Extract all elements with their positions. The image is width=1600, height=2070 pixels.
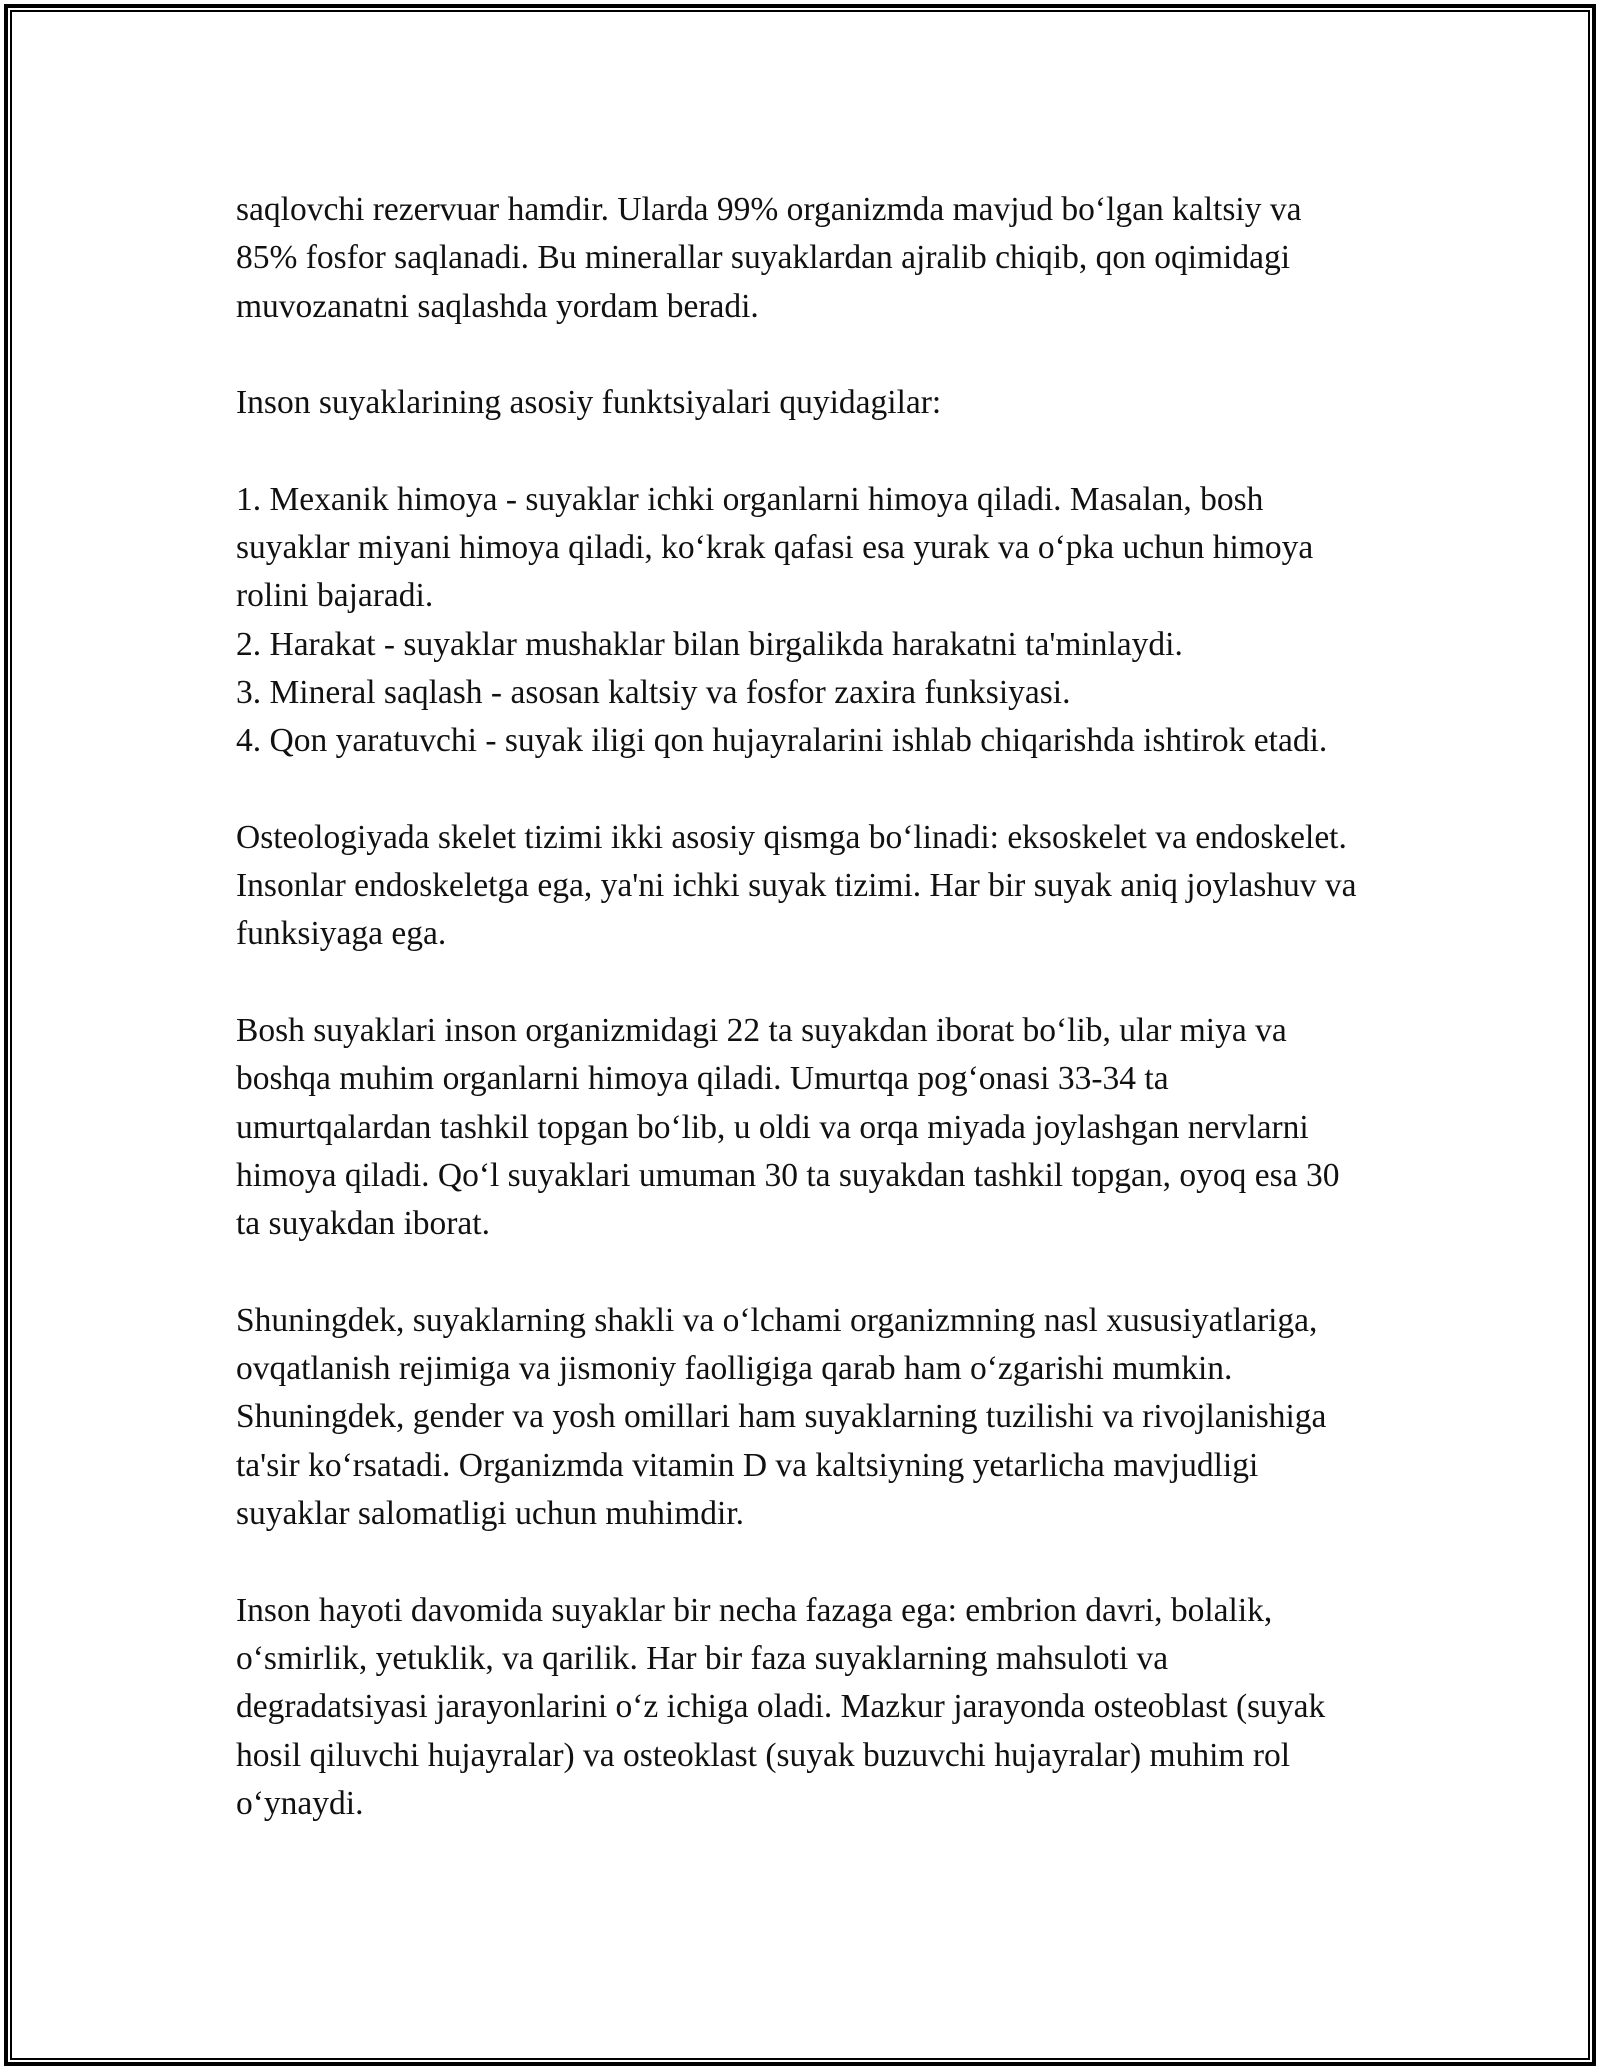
list-item-movement: 2. Harakat - suyaklar mushaklar bilan birgalikda harakatni ta'minlaydi. <box>236 625 1183 663</box>
paragraph-minerals: saqlovchi rezervuar hamdir. Ularda 99% organizmda mavjud bo‘lgan kaltsiy va 85% fosfor saqlanadi. Bu minerallar suyaklardan ajralib chiqib, qon oqimidagi muvozanatni saqlashda yordam beradi. <box>236 191 1302 325</box>
paragraph-bone-shape-factors: Shuningdek, suyaklarning shakli va o‘lchami organizmning nasl xususiyatlariga, ovqatlanish rejimiga va jismoniy faolligiga qarab ham o‘zgarishi mumkin. Shuningdek, gender va yosh omillari ham suyaklarning tuzilishi va rivojlanishiga ta'sir ko‘rsatadi. Organizmda vitamin D va kaltsiyning yetarlicha mavjudligi suyaklar salomatligi uchun muhimdir. <box>236 1301 1327 1533</box>
list-item-mechanical-protection: 1. Mexanik himoya - suyaklar ichki organlarni himoya qiladi. Masalan, bosh suyaklar miyani himoya qiladi, ko‘krak qafasi esa yurak va o‘pka uchun himoya rolini bajaradi. <box>236 480 1314 615</box>
paragraph-functions-intro: Inson suyaklarining asosiy funktsiyalari quyidagilar: <box>236 384 942 422</box>
list-item-mineral-storage: 3. Mineral saqlash - asosan kaltsiy va fosfor zaxira funksiyasi. <box>236 673 1071 711</box>
paragraph-osteology: Osteologiyada skelet tizimi ikki asosiy qismga bo‘linadi: eksoskelet va endoskelet. Insonlar endoskeletga ega, ya'ni ichki suyak tizimi. Har bir suyak aniq joylashuv va funksiyaga ega. <box>236 818 1357 953</box>
document-body <box>236 186 1366 1876</box>
paragraph-skull-spine-limbs: Bosh suyaklari inson organizmidagi 22 ta suyakdan iborat bo‘lib, ular miya va boshqa muhim organlarni himoya qiladi. Umurtqa pog‘onasi 33-34 ta umurtqalardan tashkil topgan bo‘lib, u oldi va orqa miyada joylashgan nervlarni himoya qiladi. Qo‘l suyaklari umuman 30 ta suyakdan tashkil topgan, oyoq esa 30 ta suyakdan iborat. <box>236 1012 1340 1243</box>
paragraph-life-phases: Inson hayoti davomida suyaklar bir necha fazaga ega: embrion davri, bolalik, o‘smirlik, yetuklik, va qarilik. Har bir faza suyaklarning mahsuloti va degradatsiyasi jarayonlarini o‘z ichiga oladi. Mazkur jarayonda osteoblast (suyak hosil qiluvchi hujayralar) va osteoklast (suyak buzuvchi hujayralar) muhim rol o‘ynaydi. <box>236 1591 1326 1822</box>
list-item-blood-forming: 4. Qon yaratuvchi - suyak iligi qon hujayralarini ishlab chiqarishda ishtirok etadi. <box>236 722 1328 760</box>
